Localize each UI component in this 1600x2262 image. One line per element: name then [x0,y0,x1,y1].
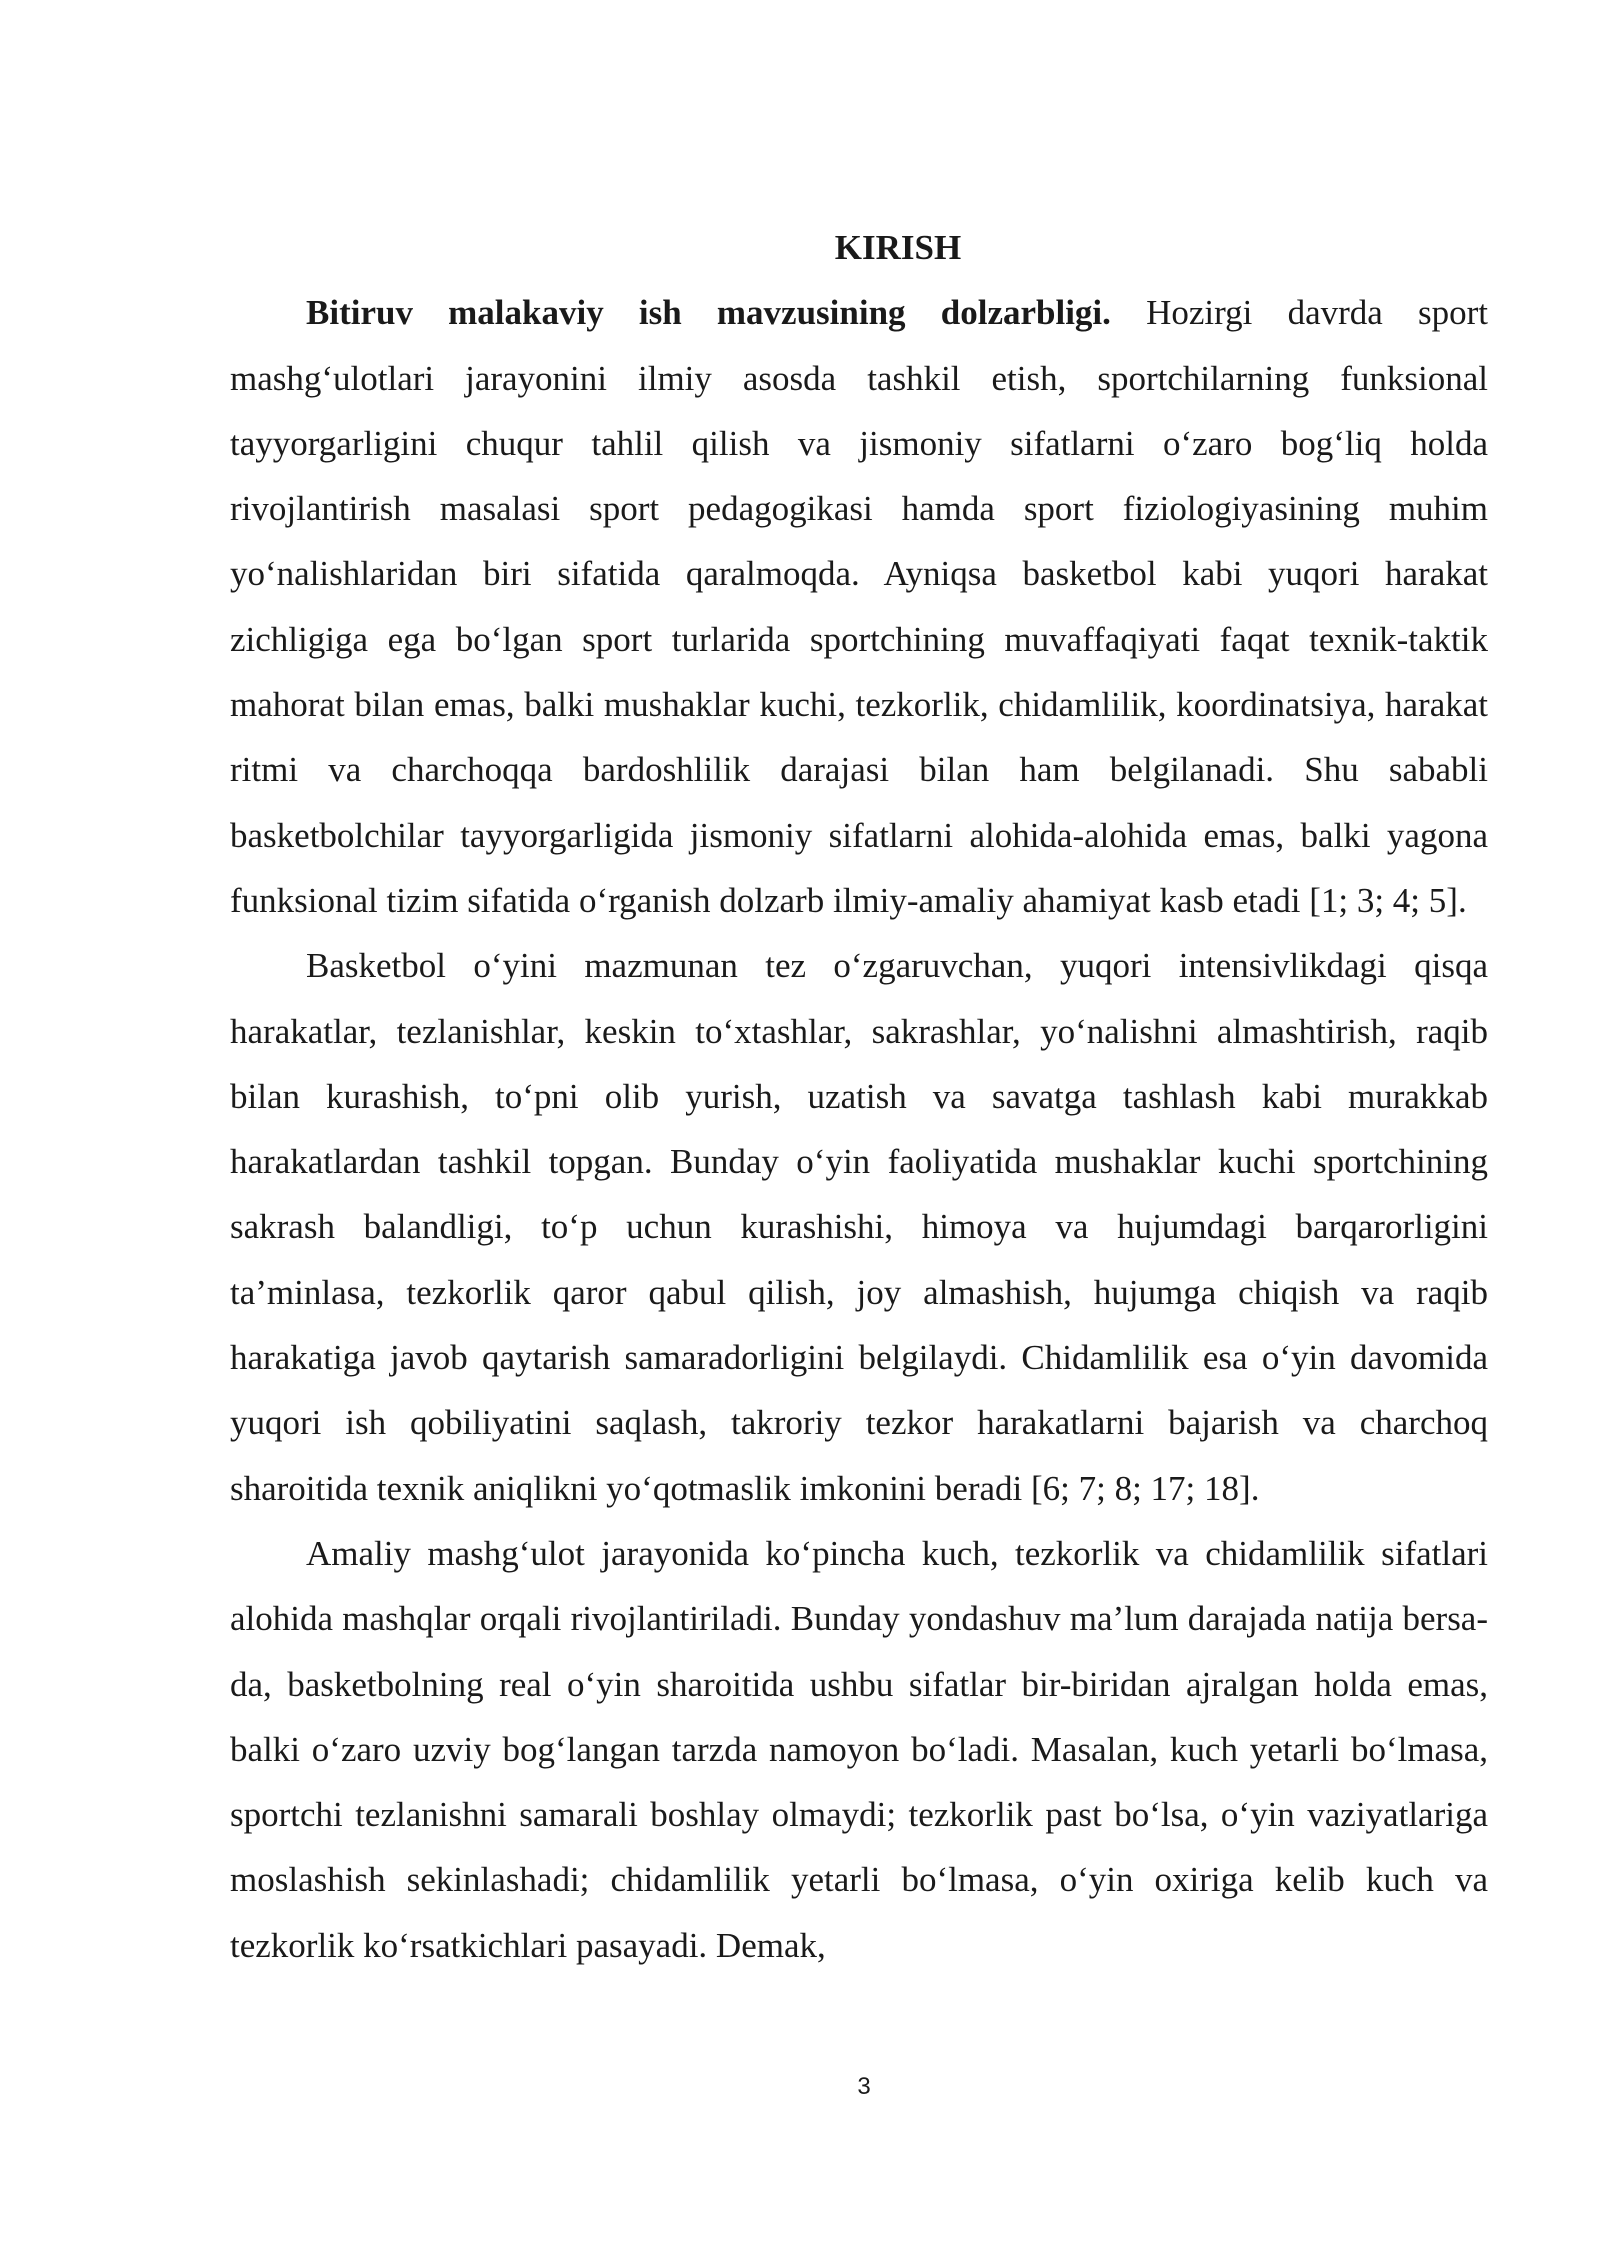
section-heading: KIRISH [834,228,962,267]
page-content [230,215,1488,1978]
paragraph-basketball-game [230,933,1488,1521]
paragraph-body: Hozirgi davrda sport mashg‘ulotlari jarayonini ilmiy asosda tashkil etish, sportchilarning funksional tayyorgarligini chuqur tahlil qilish va jismoniy sifatlarni o‘zaro bog‘liq holda rivojlantirish masalasi sport pedagogikasi hamda sport fiziologiyasining muhim yo‘nalishlaridan biri sifatida qaralmoqda. Ayniqsa basketbol kabi yuqori harakat zichligiga ega bo‘lgan sport turlarida sportchining muvaffaqiyati faqat texnik-taktik mahorat bilan emas, balki mushaklar kuchi, tezkorlik, chidamlilik, koordinatsiya, harakat ritmi va charchoqqa bardoshlilik darajasi bilan ham belgilanadi. Shu sababli basketbolchilar tayyorgarligida jismoniy sifatlarni alohida-alohida emas, balki yagona funksional tizim sifatida o‘rganish dolzarb ilmiy-amaliy ahamiyat kasb etadi [1; 3; 4; 5]. [230,293,1488,920]
paragraph-lead-bold: Bitiruv malakaviy ish mavzusining dolzarbligi. [306,293,1111,333]
page-number: 3 [857,2073,871,2100]
paragraph-practical-training [230,1521,1488,1978]
paragraph-body: Amaliy mashg‘ulot jarayonida ko‘pincha kuch, tezkorlik va chidamlilik sifatlari alohida mashqlar orqali rivojlantiriladi. Bunday yondashuv ma’lum darajada natija bersa-da, basketbolning real o‘yin sharoitida ushbu sifatlar bir-biridan ajralgan holda emas, balki o‘zaro uzviy bog‘langan tarzda namoyon bo‘ladi. Masalan, kuch yetarli bo‘lmasa, sportchi tezlanishni samarali boshlay olmaydi; tezkorlik past bo‘lsa, o‘yin vaziyatlariga moslashish sekinlashadi; chidamlilik yetarli bo‘lmasa, o‘yin oxiriga kelib kuch va tezkorlik ko‘rsatkichlari pasayadi. Demak, [230,1533,1488,1965]
paragraph-relevance [230,280,1488,933]
paragraph-body: Basketbol o‘yini mazmunan tez o‘zgaruvchan, yuqori intensivlikdagi qisqa harakatlar, tezlanishlar, keskin to‘xtashlar, sakrashlar, yo‘nalishni almashtirish, raqib bilan kurashish, to‘pni olib yurish, uzatish va savatga tashlash kabi murakkab harakatlardan tashkil topgan. Bunday o‘yin faoliyatida mushaklar kuchi sportchining sakrash balandligi, to‘p uchun kurashishi, himoya va hujumdagi barqarorligini ta’minlasa, tezkorlik qaror qabul qilish, joy almashish, hujumga chiqish va raqib harakatiga javob qaytarish samaradorligini belgilaydi. Chidamlilik esa o‘yin davomida yuqori ish qobiliyatini saqlash, takroriy tezkor harakatlarni bajarish va charchoq sharoitida texnik aniqlikni yo‘qotmaslik imkonini beradi [6; 7; 8; 17; 18]. [230,946,1488,1508]
